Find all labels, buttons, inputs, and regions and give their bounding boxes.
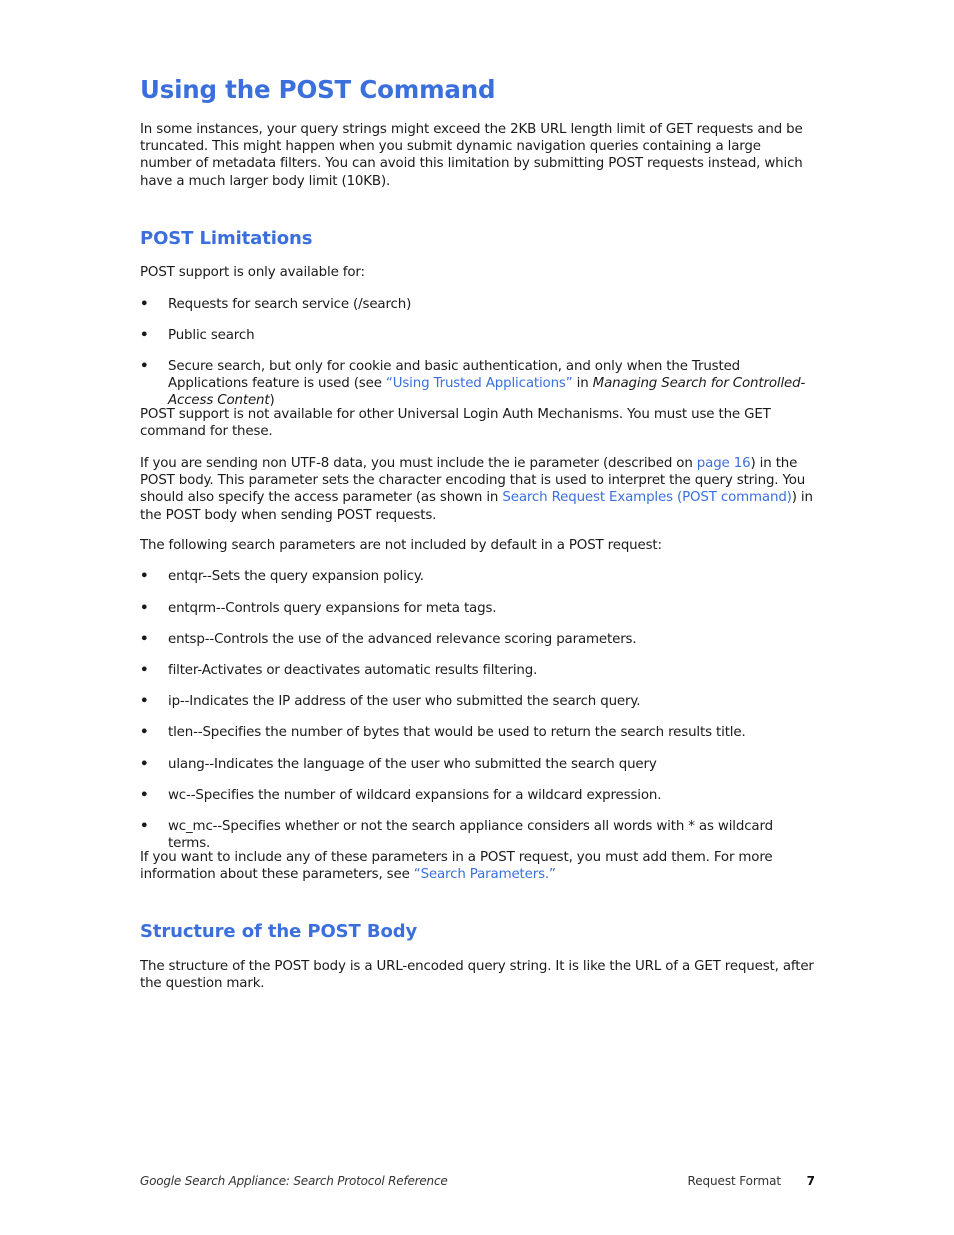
bullet-icon: •: [140, 328, 149, 343]
list-item-text: ip--Indicates the IP address of the user who submitted the search query.: [168, 694, 641, 709]
bullet-icon: •: [140, 297, 149, 312]
list-item-text: Requests for search service (/search): [168, 297, 412, 312]
list-item-text: filter-Activates or deactivates automatic results filtering.: [168, 663, 538, 678]
intro-paragraph: In some instances, your query strings might exceed the 2KB URL length limit of GET requests and be truncated. This might happen when you submit dynamic navigation queries containing a large number of metadata filters. You can avoid this limitation by submitting POST requests instead, which have a much larger body limit (10KB).: [140, 122, 803, 189]
search-request-examples-link[interactable]: Search Request Examples (POST command): [502, 490, 792, 506]
footer-section: Request Format: [687, 1174, 781, 1188]
bullet-icon: •: [140, 725, 149, 740]
structure-paragraph: The structure of the POST body is a URL-encoded query string. It is like the URL of a GET request, after the question mark.: [140, 959, 814, 992]
footer-page-number: 7: [806, 1174, 815, 1188]
list-item-text: wc--Specifies the number of wildcard expansions for a wildcard expression.: [168, 788, 662, 803]
search-parameters-link[interactable]: “Search Parameters.”: [413, 867, 556, 883]
encoding-paragraph: If you are sending non UTF-8 data, you must include the ie parameter (described on page 16) in the POST body. This parameter sets the character encoding that is used to interpret the query string. You should also specify the access parameter (as shown in Search Request Examples (POST command)) in the POST body when sending POST requests.: [140, 456, 813, 523]
bullet-icon: •: [140, 569, 149, 584]
list-item-text: Secure search, but only for cookie and basic authentication, and only when the Trusted Applications feature is used (see “Using Trusted Applications” in Managing Search for Controlled-Access Content): [168, 359, 806, 409]
bullet-icon: •: [140, 601, 149, 616]
document-page: [140, 0, 815, 1235]
bullet-icon: •: [140, 788, 149, 803]
bullet-icon: •: [140, 757, 149, 772]
include-paragraph: If you want to include any of these parameters in a POST request, you must add them. For more information about these parameters, see “Search Parameters.”: [140, 850, 773, 883]
list-item-text: ulang--Indicates the language of the user who submitted the search query: [168, 757, 657, 772]
using-trusted-applications-link[interactable]: “Using Trusted Applications”: [385, 376, 573, 392]
page-16-link[interactable]: page 16: [696, 456, 751, 471]
list-item-text: wc_mc--Specifies whether or not the search appliance considers all words with * as wildcard terms.: [168, 819, 773, 852]
bullet-icon: •: [140, 694, 149, 709]
not-available-paragraph: POST support is not available for other Universal Login Auth Mechanisms. You must use the GET command for these.: [140, 407, 771, 440]
footer-doc-title: Google Search Appliance: Search Protocol Reference: [140, 1174, 448, 1188]
bullet-icon: •: [140, 819, 149, 834]
list-item-text: entqr--Sets the query expansion policy.: [168, 569, 424, 584]
defaults-lead: The following search parameters are not included by default in a POST request:: [140, 538, 662, 553]
post-body-structure-heading: Structure of the POST Body: [140, 921, 418, 942]
bullet-icon: •: [140, 663, 149, 678]
list-item-text: entqrm--Controls query expansions for meta tags.: [168, 601, 497, 616]
page-title: Using the POST Command: [140, 75, 496, 104]
list-item-text: tlen--Specifies the number of bytes that would be used to return the search results title.: [168, 725, 746, 740]
list-item-text: entsp--Controls the use of the advanced relevance scoring parameters.: [168, 632, 637, 647]
limitations-lead: POST support is only available for:: [140, 265, 365, 280]
list-item-text: Public search: [168, 328, 255, 343]
bullet-icon: •: [140, 632, 149, 647]
post-limitations-heading: POST Limitations: [140, 228, 313, 249]
bullet-icon: •: [140, 359, 149, 374]
